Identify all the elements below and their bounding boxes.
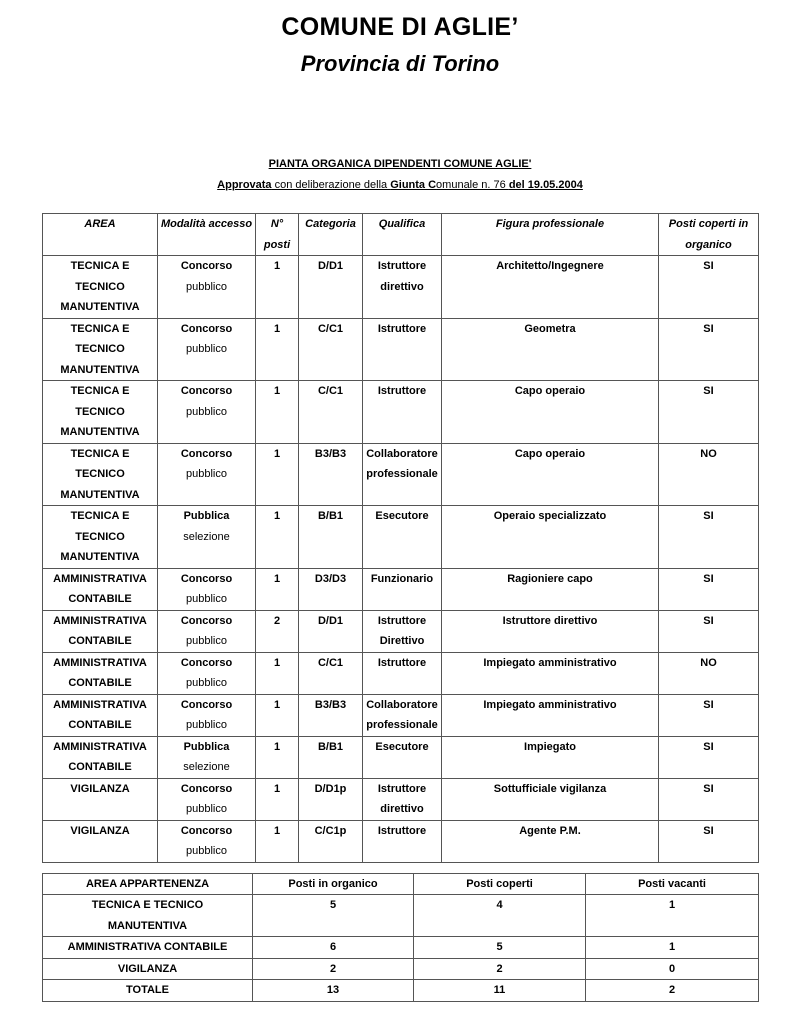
posti-cell: 1 bbox=[256, 652, 299, 694]
table-row bbox=[43, 778, 759, 820]
accesso-qualifier: pubblico bbox=[186, 343, 227, 355]
figura-cell: Impiegato amministrativo bbox=[442, 694, 659, 736]
qualifica-cell: Esecutore bbox=[363, 506, 442, 569]
accesso-cell bbox=[158, 610, 256, 652]
accesso-type: Concorso bbox=[180, 572, 233, 585]
qualifica-cell: Collaboratore professionale bbox=[363, 694, 442, 736]
document-heading: PIANTA ORGANICA DIPENDENTI COMUNE AGLIE' bbox=[268, 158, 532, 170]
table-row bbox=[43, 652, 759, 694]
summary-header-vacanti: Posti vacanti bbox=[586, 874, 759, 895]
posti-cell: 1 bbox=[256, 443, 299, 506]
summary-header-row bbox=[43, 874, 759, 895]
table-row bbox=[43, 694, 759, 736]
categoria-cell: C/C1 bbox=[299, 318, 363, 381]
summary-area-cell: VIGILANZA bbox=[43, 958, 253, 980]
summary-organico-cell: 6 bbox=[253, 937, 414, 959]
coperti-cell: NO bbox=[659, 652, 759, 694]
accesso-qualifier: pubblico bbox=[186, 635, 227, 647]
qualifica-cell: Istruttore bbox=[363, 381, 442, 444]
table-row bbox=[43, 736, 759, 778]
categoria-cell: C/C1 bbox=[299, 652, 363, 694]
qualifica-cell: Istruttore direttivo bbox=[363, 778, 442, 820]
figura-cell: Geometra bbox=[442, 318, 659, 381]
coperti-cell: SI bbox=[659, 736, 759, 778]
column-header-posti: N° posti bbox=[256, 214, 299, 256]
municipality-title: COMUNE DI AGLIE’ bbox=[281, 13, 519, 41]
area-cell: AMMINISTRATIVA CONTABILE bbox=[43, 568, 158, 610]
qualifica-cell: Istruttore bbox=[363, 652, 442, 694]
approval-mid2: omunale n. 76 bbox=[436, 179, 509, 191]
coperti-cell: SI bbox=[659, 610, 759, 652]
summary-coperti-cell: 11 bbox=[414, 980, 586, 1002]
column-header-area: AREA bbox=[43, 214, 158, 256]
accesso-cell bbox=[158, 506, 256, 569]
coperti-cell: NO bbox=[659, 443, 759, 506]
approval-prefix: Approvata bbox=[217, 179, 272, 191]
accesso-cell bbox=[158, 318, 256, 381]
categoria-cell: C/C1p bbox=[299, 820, 363, 862]
table-row bbox=[43, 610, 759, 652]
accesso-type: Concorso bbox=[180, 782, 233, 795]
accesso-type: Pubblica bbox=[183, 510, 230, 522]
posti-cell: 1 bbox=[256, 820, 299, 862]
qualifica-cell: Istruttore Direttivo bbox=[363, 610, 442, 652]
column-header-figura: Figura professionale bbox=[442, 214, 659, 256]
table-row bbox=[43, 568, 759, 610]
qualifica-cell: Esecutore bbox=[363, 736, 442, 778]
coperti-cell: SI bbox=[659, 778, 759, 820]
accesso-type: Concorso bbox=[180, 656, 233, 669]
table-row bbox=[43, 256, 759, 319]
accesso-qualifier: pubblico bbox=[186, 677, 227, 689]
qualifica-cell: Istruttore bbox=[363, 820, 442, 862]
categoria-cell: B/B1 bbox=[299, 506, 363, 569]
table-row bbox=[43, 381, 759, 444]
approval-giunta: Giunta C bbox=[390, 179, 437, 191]
summary-vacanti-cell: 1 bbox=[586, 895, 759, 937]
staff-plan-table bbox=[42, 213, 759, 863]
summary-table bbox=[42, 873, 759, 1002]
approval-mid1: con deliberazione della bbox=[271, 179, 391, 191]
summary-row bbox=[43, 958, 759, 980]
area-cell: AMMINISTRATIVA CONTABILE bbox=[43, 694, 158, 736]
column-header-qualifica: Qualifica bbox=[363, 214, 442, 256]
figura-cell: Ragioniere capo bbox=[442, 568, 659, 610]
categoria-cell: B/B1 bbox=[299, 736, 363, 778]
accesso-cell bbox=[158, 652, 256, 694]
posti-cell: 1 bbox=[256, 318, 299, 381]
summary-header-area: AREA APPARTENENZA bbox=[43, 874, 253, 895]
summary-vacanti-cell: 2 bbox=[586, 980, 759, 1002]
accesso-cell bbox=[158, 694, 256, 736]
posti-cell: 1 bbox=[256, 568, 299, 610]
posti-cell: 1 bbox=[256, 694, 299, 736]
categoria-cell: D/D1 bbox=[299, 256, 363, 319]
qualifica-cell: Istruttore direttivo bbox=[363, 256, 442, 319]
accesso-qualifier: pubblico bbox=[186, 719, 227, 731]
posti-cell: 1 bbox=[256, 256, 299, 319]
posti-cell: 1 bbox=[256, 381, 299, 444]
coperti-cell: SI bbox=[659, 256, 759, 319]
figura-cell: Capo operaio bbox=[442, 381, 659, 444]
categoria-cell: B3/B3 bbox=[299, 443, 363, 506]
figura-cell: Operaio specializzato bbox=[442, 506, 659, 569]
summary-vacanti-cell: 1 bbox=[586, 937, 759, 959]
summary-area-cell: AMMINISTRATIVA CONTABILE bbox=[43, 937, 253, 959]
area-cell: AMMINISTRATIVA CONTABILE bbox=[43, 610, 158, 652]
qualifica-cell: Istruttore bbox=[363, 318, 442, 381]
area-cell: TECNICA E TECNICO MANUTENTIVA bbox=[43, 381, 158, 444]
table-header-row bbox=[43, 214, 759, 256]
accesso-cell bbox=[158, 820, 256, 862]
figura-cell: Architetto/Ingegnere bbox=[442, 256, 659, 319]
accesso-type: Concorso bbox=[180, 447, 233, 460]
accesso-qualifier: pubblico bbox=[186, 468, 227, 480]
accesso-type: Concorso bbox=[180, 614, 233, 627]
area-cell: AMMINISTRATIVA CONTABILE bbox=[43, 652, 158, 694]
coperti-cell: SI bbox=[659, 318, 759, 381]
column-header-accesso: Modalità accesso bbox=[158, 214, 256, 256]
summary-coperti-cell: 4 bbox=[414, 895, 586, 937]
accesso-type: Concorso bbox=[180, 385, 233, 397]
categoria-cell: C/C1 bbox=[299, 381, 363, 444]
area-cell: TECNICA E TECNICO MANUTENTIVA bbox=[43, 443, 158, 506]
accesso-qualifier: pubblico bbox=[186, 593, 227, 605]
accesso-type: Concorso bbox=[180, 322, 233, 335]
coperti-cell: SI bbox=[659, 820, 759, 862]
figura-cell: Istruttore direttivo bbox=[442, 610, 659, 652]
area-cell: AMMINISTRATIVA CONTABILE bbox=[43, 736, 158, 778]
table-row bbox=[43, 318, 759, 381]
summary-organico-cell: 13 bbox=[253, 980, 414, 1002]
categoria-cell: B3/B3 bbox=[299, 694, 363, 736]
posti-cell: 2 bbox=[256, 610, 299, 652]
posti-cell: 1 bbox=[256, 778, 299, 820]
summary-header-organico: Posti in organico bbox=[253, 874, 414, 895]
summary-area-cell: TOTALE bbox=[43, 980, 253, 1002]
summary-coperti-cell: 2 bbox=[414, 958, 586, 980]
summary-organico-cell: 2 bbox=[253, 958, 414, 980]
table-row bbox=[43, 506, 759, 569]
province-subtitle: Provincia di Torino bbox=[300, 51, 500, 76]
summary-row bbox=[43, 895, 759, 937]
categoria-cell: D3/D3 bbox=[299, 568, 363, 610]
accesso-type: Concorso bbox=[180, 260, 233, 272]
summary-header-coperti: Posti coperti bbox=[414, 874, 586, 895]
accesso-cell bbox=[158, 568, 256, 610]
coperti-cell: SI bbox=[659, 568, 759, 610]
area-cell: TECNICA E TECNICO MANUTENTIVA bbox=[43, 318, 158, 381]
accesso-qualifier: pubblico bbox=[186, 845, 227, 857]
column-header-coperti: Posti coperti in organico bbox=[659, 214, 759, 256]
summary-coperti-cell: 5 bbox=[414, 937, 586, 959]
approval-line bbox=[0, 179, 800, 191]
summary-row bbox=[43, 937, 759, 959]
coperti-cell: SI bbox=[659, 381, 759, 444]
accesso-qualifier: selezione bbox=[183, 530, 230, 543]
accesso-cell bbox=[158, 443, 256, 506]
accesso-qualifier: pubblico bbox=[186, 405, 227, 418]
area-cell: VIGILANZA bbox=[43, 820, 158, 862]
figura-cell: Capo operaio bbox=[442, 443, 659, 506]
table-row bbox=[43, 820, 759, 862]
accesso-type: Pubblica bbox=[183, 740, 230, 753]
posti-cell: 1 bbox=[256, 736, 299, 778]
accesso-cell bbox=[158, 778, 256, 820]
summary-row bbox=[43, 980, 759, 1002]
area-cell: VIGILANZA bbox=[43, 778, 158, 820]
categoria-cell: D/D1p bbox=[299, 778, 363, 820]
qualifica-cell: Funzionario bbox=[363, 568, 442, 610]
approval-date: del 19.05.2004 bbox=[508, 179, 583, 191]
categoria-cell: D/D1 bbox=[299, 610, 363, 652]
accesso-cell bbox=[158, 381, 256, 444]
area-cell: TECNICA E TECNICO MANUTENTIVA bbox=[43, 256, 158, 319]
area-cell: TECNICA E TECNICO MANUTENTIVA bbox=[43, 506, 158, 569]
accesso-qualifier: pubblico bbox=[186, 803, 227, 815]
coperti-cell: SI bbox=[659, 506, 759, 569]
figura-cell: Impiegato bbox=[442, 736, 659, 778]
coperti-cell: SI bbox=[659, 694, 759, 736]
summary-area-cell: TECNICA E TECNICO MANUTENTIVA bbox=[43, 895, 253, 937]
figura-cell: Agente P.M. bbox=[442, 820, 659, 862]
figura-cell: Sottufficiale vigilanza bbox=[442, 778, 659, 820]
qualifica-cell: Collaboratore professionale bbox=[363, 443, 442, 506]
posti-cell: 1 bbox=[256, 506, 299, 569]
table-row bbox=[43, 443, 759, 506]
accesso-type: Concorso bbox=[180, 824, 233, 837]
accesso-cell bbox=[158, 736, 256, 778]
accesso-qualifier: pubblico bbox=[186, 280, 227, 293]
accesso-type: Concorso bbox=[180, 698, 233, 711]
summary-organico-cell: 5 bbox=[253, 895, 414, 937]
summary-vacanti-cell: 0 bbox=[586, 958, 759, 980]
accesso-qualifier: selezione bbox=[183, 761, 230, 773]
accesso-cell bbox=[158, 256, 256, 319]
column-header-categoria: Categoria bbox=[299, 214, 363, 256]
figura-cell: Impiegato amministrativo bbox=[442, 652, 659, 694]
